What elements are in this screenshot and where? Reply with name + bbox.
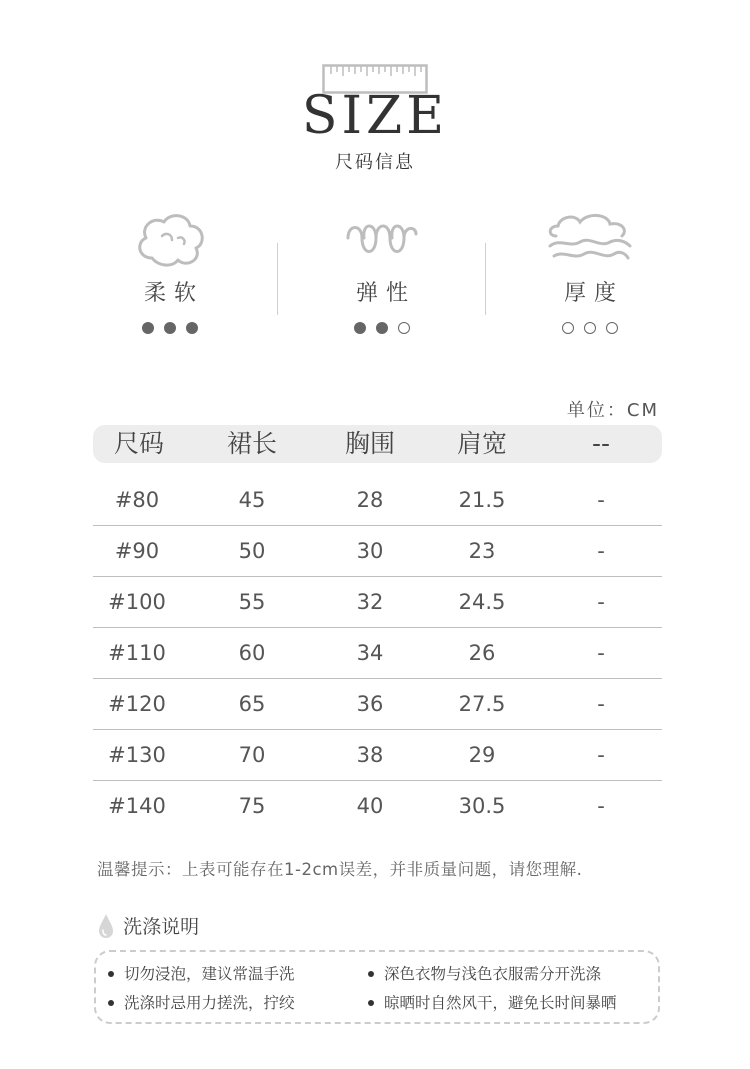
unit-label: 单位：CM xyxy=(566,400,659,421)
empty-dot-icon xyxy=(398,322,410,334)
table-row xyxy=(93,475,662,526)
table-cell: 24.5 xyxy=(458,590,506,614)
rating-dots xyxy=(292,317,472,331)
table-cell: 23 xyxy=(468,539,496,563)
table-cell: 75 xyxy=(238,794,266,818)
empty-dot-icon xyxy=(606,322,618,334)
table-cell: 65 xyxy=(238,692,266,716)
table-cell: 29 xyxy=(468,743,496,767)
column-header: 胸围 xyxy=(344,429,395,458)
column-header: -- xyxy=(591,429,611,458)
table-cell: - xyxy=(597,641,605,665)
tolerance-note: 温馨提示：上表可能存在1-2cm误差，并非质量问题，请您理解. xyxy=(97,860,583,879)
table-cell: - xyxy=(597,488,605,512)
wash-item xyxy=(368,962,601,984)
table-cell: #120 xyxy=(108,692,166,716)
table-cell: 28 xyxy=(356,488,384,512)
property-label: 弹性 xyxy=(355,281,416,306)
table-cell: 26 xyxy=(468,641,496,665)
property-thickness xyxy=(500,208,680,331)
wash-title-text: 洗涤说明 xyxy=(123,916,200,938)
filled-dot-icon xyxy=(142,322,154,334)
size-table-body xyxy=(93,475,662,831)
property-label: 厚度 xyxy=(563,281,624,306)
table-cell: #90 xyxy=(114,539,160,563)
wash-item xyxy=(108,962,295,984)
table-cell: #100 xyxy=(108,590,166,614)
cotton-cloud-icon xyxy=(132,208,208,270)
table-cell: 55 xyxy=(238,590,266,614)
wash-item-text: 深色衣物与浅色衣服需分开洗涤 xyxy=(384,965,602,983)
table-row xyxy=(93,679,662,730)
table-cell: 70 xyxy=(238,743,266,767)
column-header: 裙长 xyxy=(226,429,277,458)
table-cell: 36 xyxy=(356,692,384,716)
spring-coil-icon xyxy=(342,208,422,270)
table-cell: #80 xyxy=(114,488,160,512)
table-cell: 30 xyxy=(356,539,384,563)
table-cell: 21.5 xyxy=(458,488,506,512)
wash-instructions-box xyxy=(94,950,660,1024)
column-header: 尺码 xyxy=(113,429,164,458)
page-subtitle: 尺码信息 xyxy=(335,152,415,173)
wash-item xyxy=(368,991,617,1013)
table-cell: 30.5 xyxy=(458,794,506,818)
table-row xyxy=(93,526,662,577)
column-header: 肩宽 xyxy=(456,429,507,458)
filled-dot-icon xyxy=(186,322,198,334)
table-cell: 50 xyxy=(238,539,266,563)
table-cell: 45 xyxy=(238,488,266,512)
filled-dot-icon xyxy=(354,322,366,334)
empty-dot-icon xyxy=(562,322,574,334)
bullet-icon xyxy=(368,971,374,977)
table-cell: - xyxy=(597,539,605,563)
bullet-icon xyxy=(368,1000,374,1006)
layered-cloud-icon xyxy=(544,208,636,270)
bullet-icon xyxy=(108,971,114,977)
wash-item xyxy=(108,991,295,1013)
property-label: 柔软 xyxy=(143,281,204,306)
table-cell: - xyxy=(597,692,605,716)
table-cell: 38 xyxy=(356,743,384,767)
table-cell: 60 xyxy=(238,641,266,665)
empty-dot-icon xyxy=(584,322,596,334)
wash-section-title xyxy=(98,912,199,940)
size-table-header xyxy=(93,425,662,463)
table-row xyxy=(93,730,662,781)
table-row xyxy=(93,781,662,831)
wash-item-text: 切勿浸泡，建议常温手洗 xyxy=(124,965,295,983)
property-softness xyxy=(80,208,260,331)
table-cell: #140 xyxy=(108,794,166,818)
table-cell: 32 xyxy=(356,590,384,614)
property-elasticity xyxy=(292,208,472,331)
table-cell: - xyxy=(597,590,605,614)
table-row xyxy=(93,577,662,628)
divider xyxy=(485,243,486,315)
table-cell: 34 xyxy=(356,641,384,665)
filled-dot-icon xyxy=(376,322,388,334)
water-drop-icon xyxy=(98,913,114,939)
table-cell: 27.5 xyxy=(458,692,506,716)
divider xyxy=(277,243,278,315)
table-cell: - xyxy=(597,743,605,767)
wash-item-text: 洗涤时忌用力搓洗，拧绞 xyxy=(124,994,295,1012)
wash-item-text: 晾晒时自然风干，避免长时间暴晒 xyxy=(384,994,617,1012)
bullet-icon xyxy=(108,1000,114,1006)
table-cell: #130 xyxy=(108,743,166,767)
table-cell: #110 xyxy=(108,641,166,665)
table-row xyxy=(93,628,662,679)
table-cell: - xyxy=(597,794,605,818)
filled-dot-icon xyxy=(164,322,176,334)
rating-dots xyxy=(500,317,680,331)
rating-dots xyxy=(80,317,260,331)
page-title: SIZE xyxy=(301,86,449,146)
table-cell: 40 xyxy=(356,794,384,818)
